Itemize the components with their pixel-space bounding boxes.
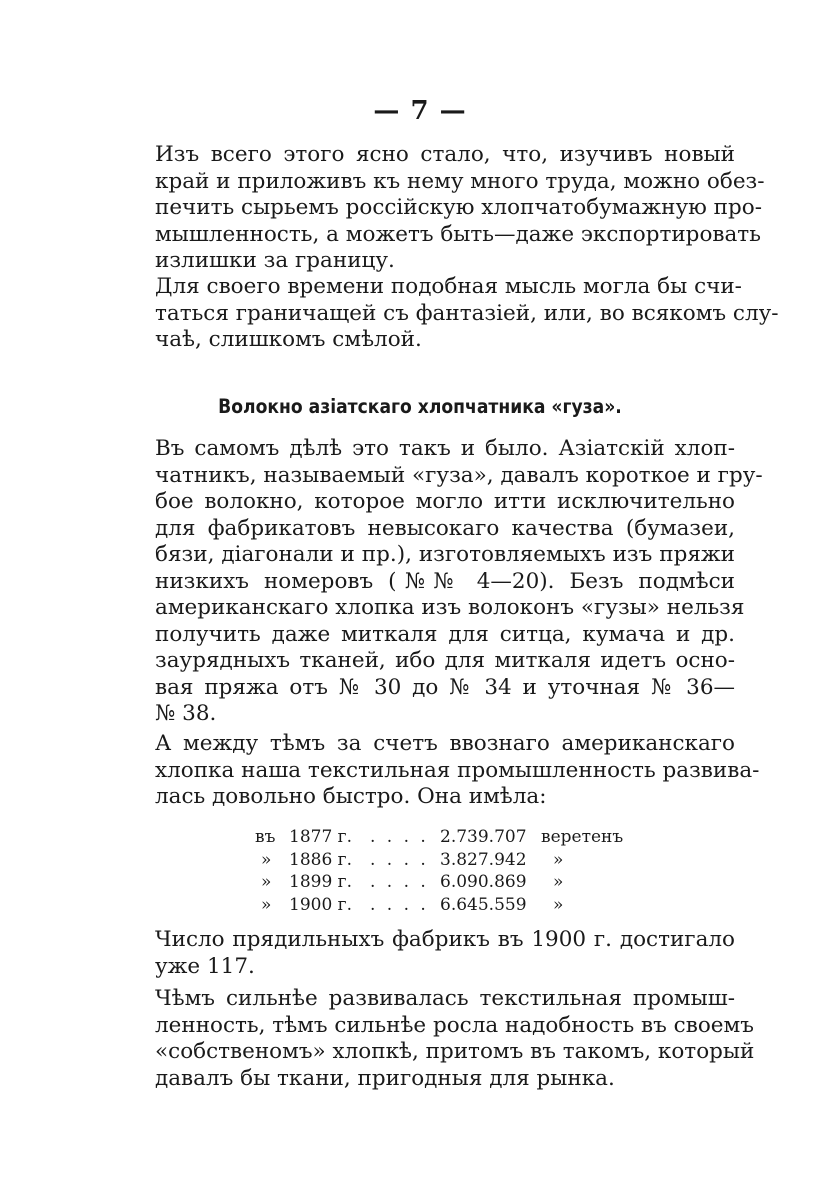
table-row <box>255 826 675 849</box>
row-leader-dots: . . . . <box>370 894 429 915</box>
row-year: 1877 г. <box>289 827 352 847</box>
text-line: вая пряжа отъ № 30 до № 34 и уточная № 36— <box>155 674 735 700</box>
row-unit: » <box>553 872 564 892</box>
text-line: заурядныхъ тканей, ибо для миткаля идетъ осно- <box>155 648 735 673</box>
text-line: низкихъ номеровъ (№№ 4—20). Безъ подмѣси <box>155 568 735 594</box>
text-line: Для своего времени подобная мысль могла бы счи- <box>155 274 742 299</box>
table-row <box>255 871 675 894</box>
paragraph-spinning-mills <box>155 927 735 980</box>
text-line: Въ самомъ дѣлѣ это такъ и было. Азіатскій хлоп- <box>155 436 735 461</box>
row-value: 3.827.942 <box>440 849 527 870</box>
row-unit: » <box>553 849 564 870</box>
row-prefix: въ <box>255 827 276 847</box>
text-line: № 38. <box>155 701 217 726</box>
text-line: печить сырьемъ россійскую хлопчатобумажную про- <box>155 195 762 220</box>
row-leader-dots: . . . . <box>370 827 429 847</box>
row-year: 1900 г. <box>289 894 352 915</box>
row-leader-dots: . . . . <box>370 849 429 870</box>
table-row <box>255 849 675 872</box>
text-line: А между тѣмъ за счетъ ввознаго американскаго <box>155 731 735 756</box>
paragraph-fantasy <box>155 274 779 354</box>
text-line: Чѣмъ сильнѣе развивалась текстильная промыш- <box>155 986 735 1011</box>
paragraph-guza-fiber <box>155 436 763 728</box>
row-value: 6.090.869 <box>440 872 527 892</box>
text-line: ленность, тѣмъ сильнѣе росла надобность въ своемъ <box>155 1012 754 1038</box>
text-line: бое волокно, которое могло итти исключительно <box>155 489 735 514</box>
text-line: уже 117. <box>155 953 255 979</box>
section-heading: Волокно азіатскаго хлопчатника «гуза». <box>218 395 622 418</box>
row-unit: веретенъ <box>541 827 624 847</box>
row-leader-dots: . . . . <box>370 872 429 892</box>
text-line: таться граничащей съ фантазіей, или, во всякомъ слу- <box>155 300 779 326</box>
text-line: чатникъ, называемый «гуза», давалъ короткое и гру- <box>155 462 763 488</box>
text-line: для фабрикатовъ невысокаго качества (бумазеи, <box>155 515 735 541</box>
paragraph-intro <box>155 142 765 275</box>
text-line: хлопка наша текстильная промышленность развива- <box>155 757 760 783</box>
paragraph-own-cotton <box>155 986 755 1092</box>
row-unit: » <box>553 894 564 915</box>
text-line: получить даже миткаля для ситца, кумача и др. <box>155 621 735 647</box>
text-line: мышленность, а можетъ быть—даже экспортировать <box>155 221 761 247</box>
page-number: — 7 — <box>373 96 467 126</box>
text-line: чаѣ, слишкомъ смѣлой. <box>155 327 422 352</box>
row-prefix: » <box>261 872 272 892</box>
paragraph-imported-cotton <box>155 731 760 811</box>
row-prefix: » <box>261 894 272 915</box>
text-line: излишки за границу. <box>155 248 395 273</box>
spindle-statistics-table <box>255 826 675 916</box>
text-line: край и приложивъ къ нему много труда, можно обез- <box>155 168 765 194</box>
table-row <box>255 894 675 917</box>
text-line: американскаго хлопка изъ волоконъ «гузы» нельзя <box>155 595 745 620</box>
text-line: бязи, діагонали и пр.), изготовляемыхъ изъ пряжи <box>155 542 735 567</box>
row-value: 2.739.707 <box>440 827 527 847</box>
text-line: Изъ всего этого ясно стало, что, изучивъ новый <box>155 142 735 167</box>
text-line: «собственомъ» хлопкѣ, притомъ въ такомъ, который <box>155 1039 755 1064</box>
row-year: 1899 г. <box>289 872 352 892</box>
row-prefix: » <box>261 849 272 870</box>
text-line: лась довольно быстро. Она имѣла: <box>155 784 547 809</box>
row-value: 6.645.559 <box>440 894 527 915</box>
text-line: давалъ бы ткани, пригодныя для рынка. <box>155 1065 615 1091</box>
row-year: 1886 г. <box>289 849 352 870</box>
text-line: Число прядильныхъ фабрикъ въ 1900 г. достигало <box>155 927 735 952</box>
